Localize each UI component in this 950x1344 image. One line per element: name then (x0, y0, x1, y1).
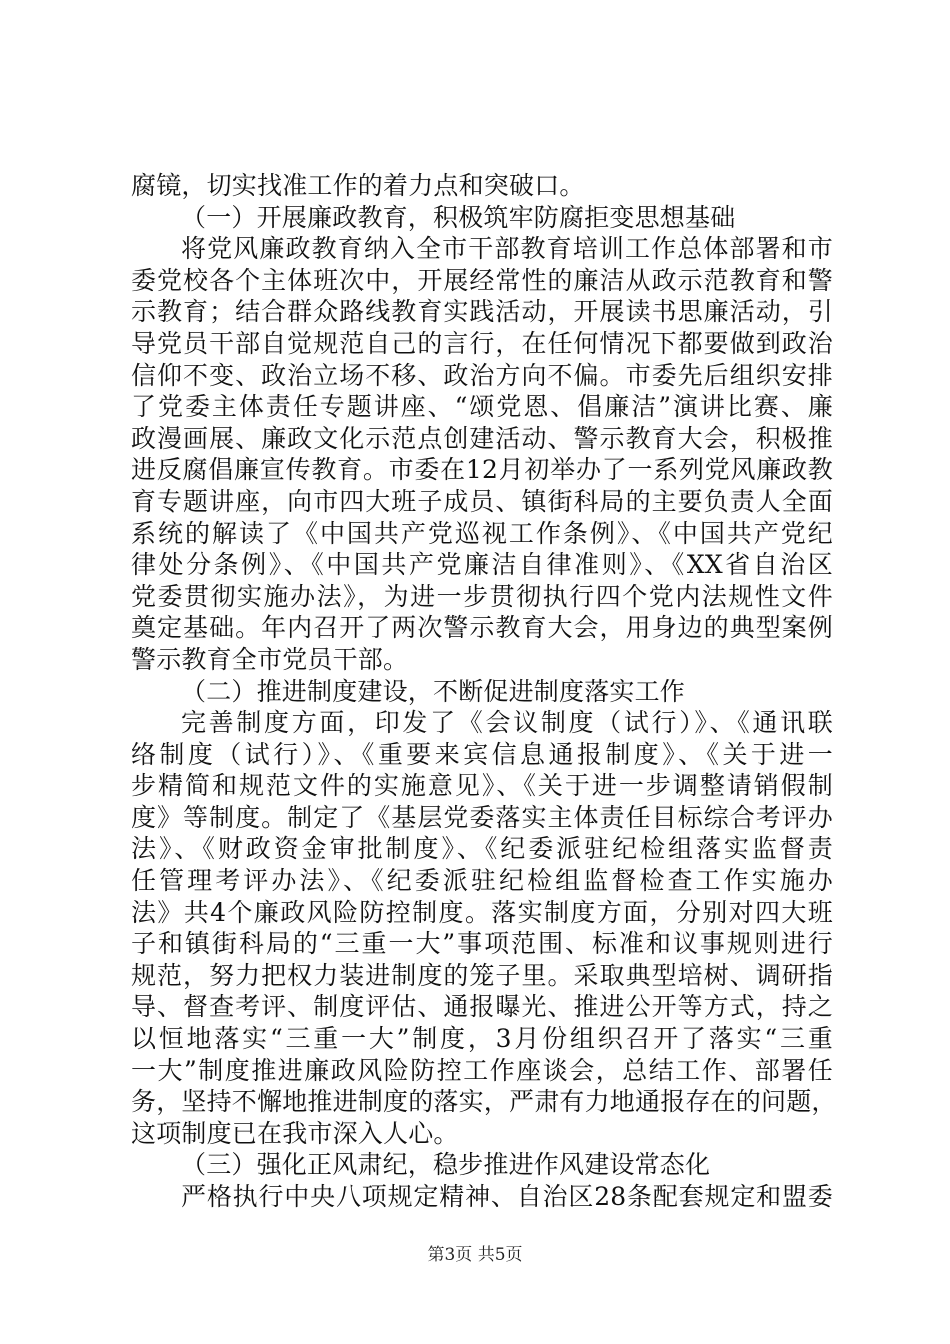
paragraph-line: 一大”制度推进廉政风险防控工作座谈会，总结工作、部署任 (131, 1055, 833, 1085)
paragraph-line: 完善制度方面，印发了《会议制度（试行）》、《通讯联 (181, 708, 833, 738)
paragraph-line: 度》等制度。制定了《基层党委落实主体责任目标综合考评办 (131, 802, 833, 832)
paragraph-line: 法》共4个廉政风险防控制度。落实制度方面，分别对四大班 (131, 897, 833, 927)
section-heading-1: （一）开展廉政教育，积极筑牢防腐拒变思想基础 (181, 202, 736, 232)
paragraph-line: 严格执行中央八项规定精神、自治区28条配套规定和盟委 (181, 1182, 833, 1211)
paragraph-line: 示教育；结合群众路线教育实践活动，开展读书思廉活动，引 (131, 297, 833, 327)
paragraph-line: 律处分条例》、《中国共产党廉洁自律准则》、《XX省自治区 (131, 550, 833, 580)
paragraph-line: 系统的解读了《中国共产党巡视工作条例》、《中国共产党纪 (131, 518, 833, 548)
section-heading-3: （三）强化正风肃纪，稳步推进作风建设常态化 (181, 1150, 711, 1180)
document-body (131, 170, 837, 1213)
paragraph-line: 进反腐倡廉宣传教育。市委在12月初举办了一系列党风廉政教 (131, 455, 833, 485)
paragraph-line: 奠定基础。年内召开了两次警示教育大会，用身边的典型案例 (131, 613, 833, 643)
paragraph-line: 规范，努力把权力装进制度的笼子里。采取典型培树、调研指 (131, 960, 833, 990)
paragraph-line: 党委贯彻实施办法》，为进一步贯彻执行四个党内法规性文件 (131, 581, 833, 611)
paragraph-line: 步精简和规范文件的实施意见》、《关于进一步调整请销假制 (131, 771, 833, 801)
paragraph-line: 以恒地落实“三重一大”制度，3月份组织召开了落实“三重 (131, 1024, 833, 1054)
paragraph-line: 育专题讲座，向市四大班子成员、镇街科局的主要负责人全面 (131, 486, 833, 516)
paragraph-line: 导、督查考评、制度评估、通报曝光、推进公开等方式，持之 (131, 992, 833, 1022)
paragraph-line: 这项制度已在我市深入人心。 (131, 1118, 459, 1148)
paragraph-line: 腐镜，切实找准工作的着力点和突破口。 (131, 171, 585, 200)
paragraph-line: 警示教育全市党员干部。 (131, 644, 409, 674)
paragraph-line: 务，坚持不懈地推进制度的落实，严肃有力地通报存在的问题， (131, 1087, 837, 1117)
paragraph-line: 将党风廉政教育纳入全市干部教育培训工作总体部署和市 (181, 234, 833, 264)
page-number: 第3页 共5页 (427, 1245, 523, 1265)
paragraph-line: 委党校各个主体班次中，开展经常性的廉洁从政示范教育和警 (131, 265, 833, 295)
section-heading-2: （二）推进制度建设，不断促进制度落实工作 (181, 676, 686, 706)
paragraph-line: 子和镇街科局的“三重一大”事项范围、标准和议事规则进行 (131, 929, 833, 959)
paragraph-line: 信仰不变、政治立场不移、政治方向不偏。市委先后组织安排 (131, 360, 833, 390)
paragraph-line: 法》、《财政资金审批制度》、《纪委派驻纪检组落实监督责 (131, 834, 833, 864)
paragraph-line: 络制度（试行）》、《重要来宾信息通报制度》、《关于进一 (131, 739, 833, 769)
paragraph-line: 政漫画展、廉政文化示范点创建活动、警示教育大会，积极推 (131, 423, 833, 453)
paragraph-line: 任管理考评办法》、《纪委派驻纪检组监督检查工作实施办 (131, 866, 833, 896)
paragraph-line: 导党员干部自觉规范自己的言行，在任何情况下都要做到政治 (131, 328, 833, 358)
paragraph-line: 了党委主体责任专题讲座、“颂党恩、倡廉洁”演讲比赛、廉 (131, 392, 833, 422)
